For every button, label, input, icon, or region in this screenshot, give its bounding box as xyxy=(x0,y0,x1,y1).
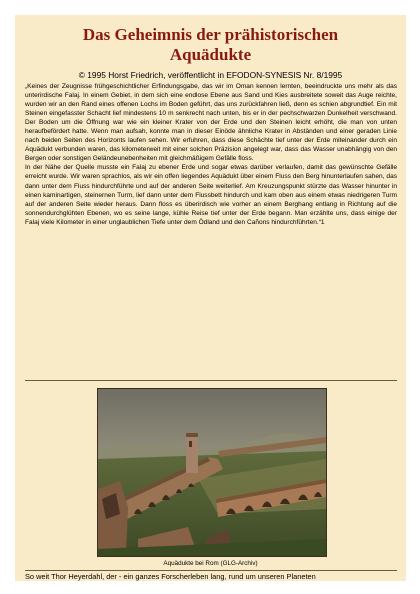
figure-caption: Aquädukte bei Rom (GLG-Archiv) xyxy=(163,560,258,567)
document-page xyxy=(15,15,406,581)
divider-top xyxy=(25,380,397,381)
paragraph-quote-1: „Keines der Zeugnisse frühgeschichtlicher Erfindungsgabe, das wir im Oman kennen lernten, beeindruckte uns mehr als das unterirdische Falaj. In einem Gebiet, in dem sich eine endlose Ebene aus Sand und Kies ausbreitete soweit das Auge reichte, wurden wir an den Rand eines offenen Lochs im Boden geführt, das uns zurückfahren ließ, denn es schien abgrundtief. Ein mit Steinen eingefasster Schacht lief mindestens 10 m senkrecht nach unten, bis er in der pechschwarzen Dunkelheit verschwand. Der Boden um die Öffnung war wie ein kleiner Krater von der Erde und den Steinen leicht erhöht, die man von unten heraufbefördert hatte. Wenn man aufsah, konnte man in dieser Einöde ähnliche Krater in Abständen und einer geraden Linie nach beiden Seiten des Horizonts laufen sehen. Wir erfuhren, dass diese Schächte tief unter der Erde miteinander durch ein Aquädukt verbunden waren, das kilometerweit mit einer solchen Präzision angelegt war, dass das Wasser unabhängig von den Bergen oder sonstigen Geländeunebenheiten mit gleichmäßigem Gefälle floss. xyxy=(25,83,397,163)
continuation-text: So weit Thor Heyerdahl, der - ein ganzes Forscherleben lang, rund um unseren Planeten xyxy=(25,572,316,581)
title-line-1: Das Geheimnis der prähistorischen xyxy=(82,25,339,44)
page-title xyxy=(15,25,406,65)
copyright-line: © 1995 Horst Friedrich, veröffentlicht in EFODON-SYNESIS Nr. 8/1995 xyxy=(78,70,343,80)
title-line-2: Aquädukte xyxy=(169,45,252,64)
divider-bottom xyxy=(25,570,397,571)
aqueduct-photo xyxy=(97,388,327,557)
article-body xyxy=(25,82,397,227)
paragraph-quote-2: In der Nähe der Quelle musste ein Falaj zu ebener Erde und sogar etwas darüber verlaufen, damit das gewünschte Gefälle erreicht wurde. Wir waren sprachlos, als wir ein offen liegendes Aquädukt über einem Fluss den Berg hinunterlaufen sahen, das dann unter dem Fluss hindurchführte und auf der anderen Seite weiterlief. Am Kreuzungspunkt stürzte das Wasser hinunter in einen kaminartigen, steinernen Turm, lief dann unter dem Flussbett hindurch und kam oben aus einem etwas niedrigeren Turm auf der anderen Seite wieder heraus. Dann floss es überirdisch wie vorher an einem Berghang entlang in Richtung auf die sonnendurchglühten Ebenen, wo es seine lange, kühle Reise tief unter der Erde begann. Man erzählte uns, dass einige der Falaj viele Kilometer in einer unglaublichen Tiefe unter dem Ödland und den Cañons hindurchführten.“1 xyxy=(25,164,397,226)
